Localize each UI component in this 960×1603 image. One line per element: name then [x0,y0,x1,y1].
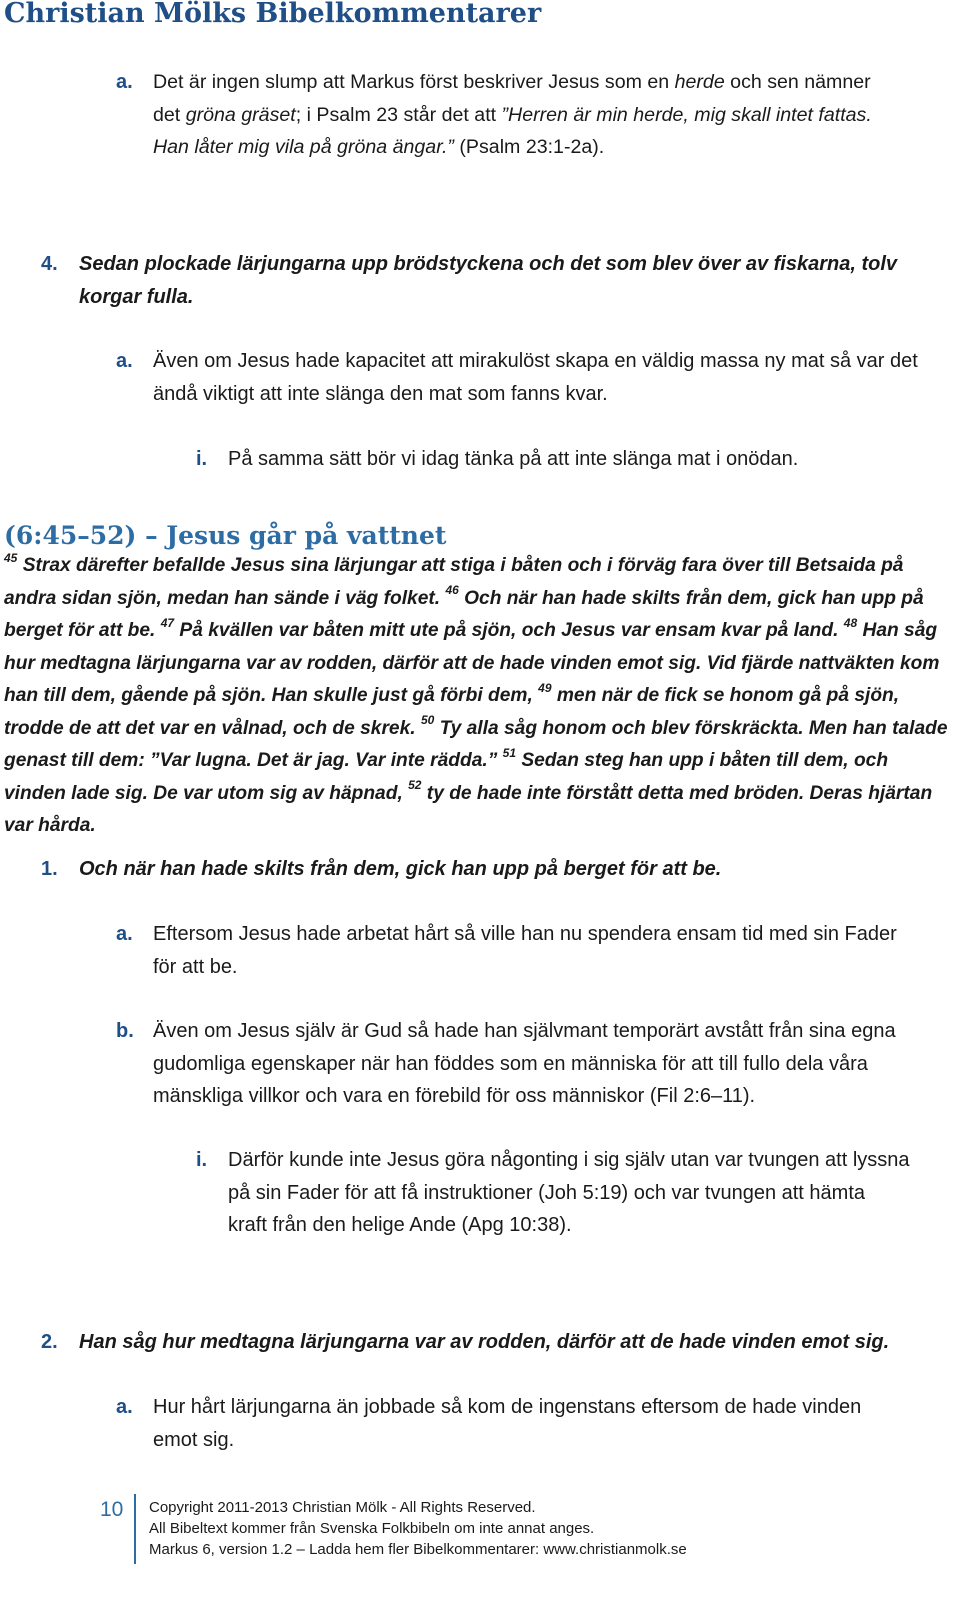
list-item-2a: Hur hårt lärjungarna än jobbade så kom de ingenstans eftersom de hade vinden emot sig. [153,1396,862,1451]
list-item-1bi: Därför kunde inte Jesus göra någonting i sig själv utan var tvungen att lyssna på sin Fader för att få instruktioner (Joh 5:19) och var tvungen att hämta kraft från den helige Ande (Apg 10:38). [228,1149,910,1236]
list-marker: i. [196,1149,208,1171]
list-marker: i. [196,448,208,470]
list-marker: a. [116,71,133,93]
list-marker: a. [116,350,133,372]
list-marker: b. [116,1020,134,1042]
list-marker: 2. [41,1331,58,1353]
list-item-1: Och när han hade skilts från dem, gick han upp på berget för att be. [79,858,722,880]
page-number: 10 [100,1498,124,1521]
page-header-title: Christian Mölks Bibelkommentarer [4,0,542,29]
section-heading: (6:45–52) – Jesus går på vattnet [4,521,447,550]
list-marker: 4. [41,253,58,275]
list-marker: 1. [41,858,58,880]
list-marker: a. [116,1396,133,1418]
verse-passage: $^{45}$ Strax därefter befallde Jesus sina lärjungar att stiga i båten och i förväg fara över till Betsaida på andra sidan sjön, medan han sände i väg folket. $^{46}$ Och när han hade skilts från dem, gick han upp på berget för att be. $^{47}$ På kvällen var båten mitt ute på sjön, och Jesus var ensam kvar på land. $^{48}$ Han såg hur medtagna lärjungarna var av rodden, därför att de hade vinden emot sig. Vid fjärde nattväkten kom han till dem, gående på sjön. Han skulle just gå förbi dem, $^{49}$ men när de fick se honom gå på sjön, trodde de att det var en vålnad, och de skrek. $^{50}$ Ty alla såg honom och blev förskräckta. Men han talade genast till dem: ”Var lugna. Det är jag. Var inte rädda.” $^{51}$ Sedan steg han upp i båten till dem, och vinden lade sig. De var utom sig av häpnad, $^{52}$ ty de hade inte förstått detta med bröden. Deras hjärtan var hårda. [4,550,948,836]
list-item-1a: Eftersom Jesus hade arbetat hårt så ville han nu spendera ensam tid med sin Fader för att be. [153,923,897,978]
list-item-4ai: På samma sätt bör vi idag tänka på att inte slänga mat i onödan. [228,448,799,470]
footer-divider [134,1494,136,1564]
list-marker: a. [116,923,133,945]
list-item-4: Sedan plockade lärjungarna upp brödstyckena och det som blev över av fiskarna, tolv korgar fulla. [79,253,898,308]
list-item-4a: Även om Jesus hade kapacitet att mirakulöst skapa en väldig massa ny mat så var det ändå viktigt att inte slänga den mat som fanns kvar. [153,350,918,405]
list-item-1b: Även om Jesus själv är Gud så hade han självmant temporärt avstått från sina egna gudomliga egenskaper när han föddes som en människa för att till fullo dela våra mänskliga villkor och vara en förebild för oss människor (Fil 2:6–11). [153,1020,896,1107]
list-item-2: Han såg hur medtagna lärjungarna var av rodden, därför att de hade vinden emot sig. [79,1331,890,1353]
footer-text: Copyright 2011-2013 Christian Mölk - All Rights Reserved. All Bibeltext kommer från Svenska Folkbibeln om inte annat anges. Markus 6, version 1.2 – Ladda hem fler Bibelkommentarer: www.christianmolk.se [149,1499,687,1558]
paragraph-psalm: Det är ingen slump att Markus först beskriver Jesus som en herde och sen nämner det gröna gräset; i Psalm 23 står det att ”Herren är min herde, mig skall intet fattas. Han låter mig vila på gröna ängar.” (Psalm 23:1-2a). [153,71,872,158]
